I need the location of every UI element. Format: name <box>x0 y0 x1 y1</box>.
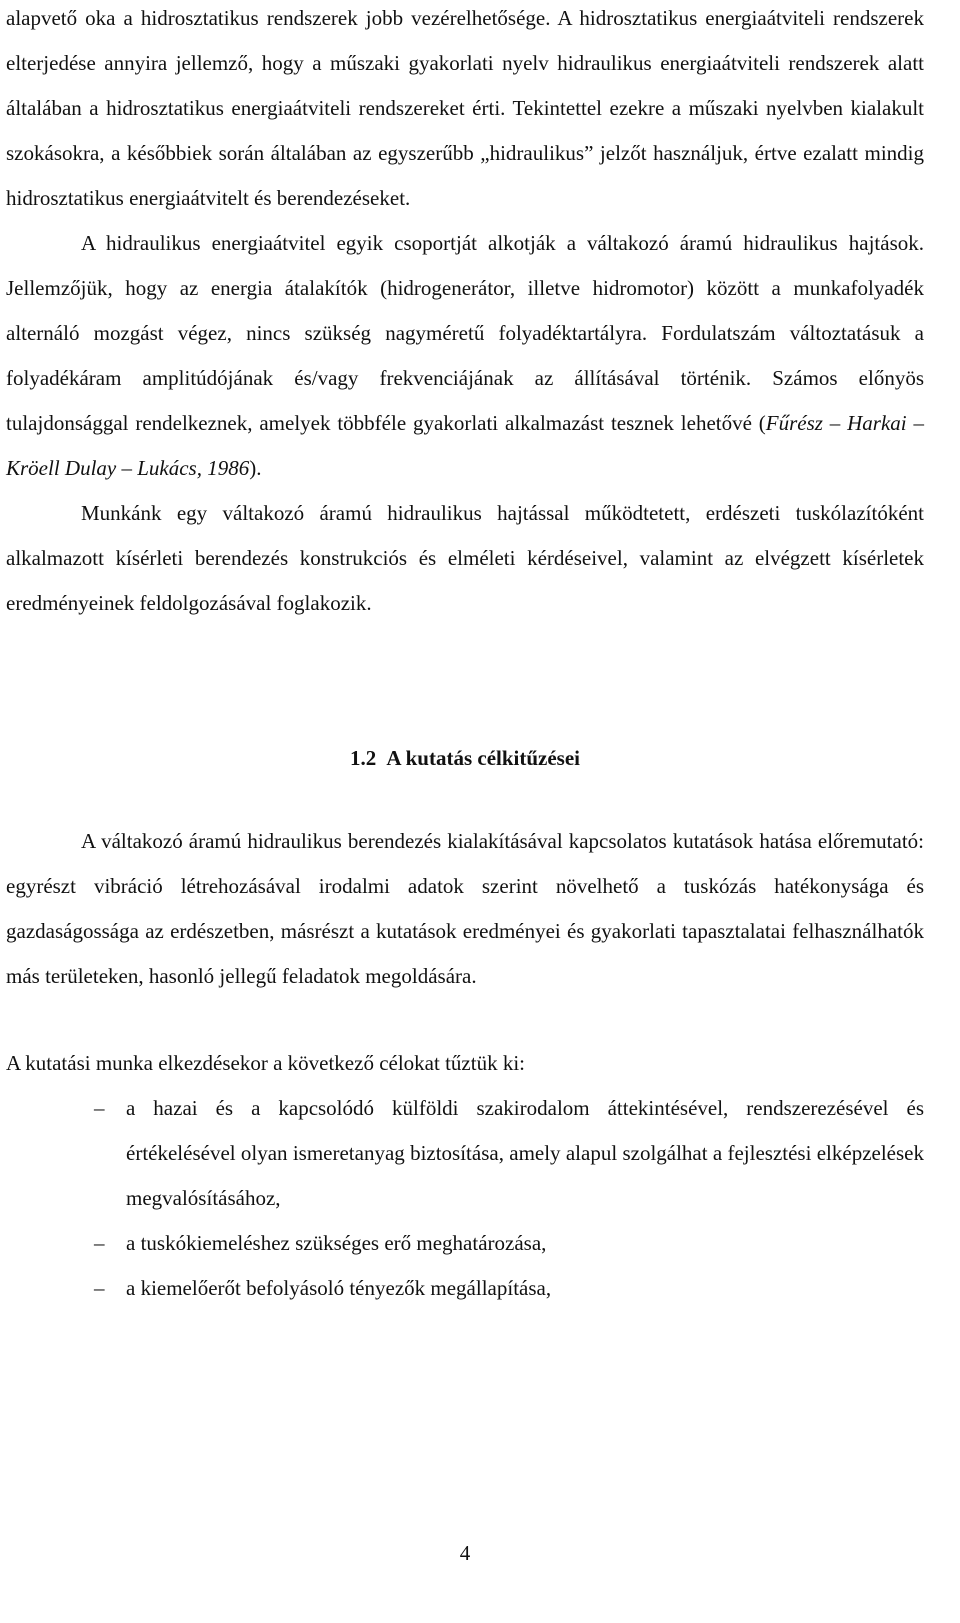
paragraph-text-end: ). <box>249 456 262 480</box>
paragraph-text: A hidraulikus energiaátvitel egyik csoportját alkotják a váltakozó áramú hidraulikus hajtások. Jellemzőjük, hogy az energia átalakítók (hidrogenerátor, illetve hidromotor) között a munkafolyadék alternáló mozgást végez, nincs szükség nagyméretű folyadéktartályra. Fordulatszám változtatásuk a folyadékáram amplitúdójának és/vagy frekvenciájának az állításával történik. Számos előnyös tulajdonsággal rendelkeznek, amelyek többféle gyakorlati alkalmazást tesznek lehetővé ( <box>6 231 924 435</box>
paragraph-body-2 <box>6 1041 924 1086</box>
list-item <box>6 1086 924 1221</box>
paragraph-intro-3 <box>6 491 924 626</box>
page-number: 4 <box>459 1541 471 1565</box>
goals-list <box>6 1086 924 1311</box>
section-number: 1.2 <box>350 746 377 770</box>
dash-bullet: – <box>94 1231 105 1255</box>
list-item <box>6 1221 924 1266</box>
list-item-text: a tuskókiemeléshez szükséges erő meghatározása, <box>126 1231 547 1255</box>
section-heading <box>6 736 924 781</box>
paragraph-intro-2 <box>6 221 924 491</box>
document-page <box>6 0 924 1311</box>
citation: Fűrész – Harkai – Kröell Dulay – Lukács, 1986 <box>6 411 924 480</box>
paragraph-text: alapvető oka a hidrosztatikus rendszerek jobb vezérelhetősége. A hidrosztatikus energiaátviteli rendszerek elterjedése annyira jellemző, hogy a műszaki gyakorlati nyelv hidraulikus energiaátviteli rendszerek alatt általában a hidrosztatikus energiaátviteli rendszereket érti. Tekintettel ezekre a műszaki nyelvben kialakult szokásokra, a későbbiek során általában az egyszerűbb „hidraulikus” jelzőt használjuk, értve ezalatt mindig hidrosztatikus energiaátvitelt és berendezéseket. <box>6 6 924 210</box>
dash-bullet: – <box>94 1096 105 1120</box>
paragraph-text: Munkánk egy váltakozó áramú hidraulikus hajtással működtetett, erdészeti tuskólazítóként alkalmazott kísérleti berendezés konstrukciós és elméleti kérdéseivel, valamint az elvégzett kísérletek eredményeinek feldolgozásával foglakozik. <box>6 501 924 615</box>
list-item-text: a hazai és a kapcsolódó külföldi szakirodalom áttekintésével, rendszerezésével és értékelésével olyan ismeretanyag biztosítása, amely alapul szolgálhat a fejlesztési elképzelések megvalósításához, <box>126 1096 924 1210</box>
section-title: A kutatás célkitűzései <box>386 746 580 770</box>
paragraph-body-1 <box>6 819 924 999</box>
list-item <box>6 1266 924 1311</box>
paragraph-text: A váltakozó áramú hidraulikus berendezés kialakításával kapcsolatos kutatások hatása előremutató: egyrészt vibráció létrehozásával irodalmi adatok szerint növelhető a tuskózás hatékonysága és gazdaságossága az erdészetben, másrészt a kutatások eredményei és gyakorlati tapasztalatai felhasználhatók más területeken, hasonló jellegű feladatok megoldására. <box>6 829 924 988</box>
list-item-text: a kiemelőerőt befolyásoló tényezők megállapítása, <box>126 1276 552 1300</box>
paragraph-intro-1 <box>6 0 924 221</box>
paragraph-text: A kutatási munka elkezdésekor a következő célokat tűztük ki: <box>6 1051 525 1075</box>
dash-bullet: – <box>94 1276 105 1300</box>
